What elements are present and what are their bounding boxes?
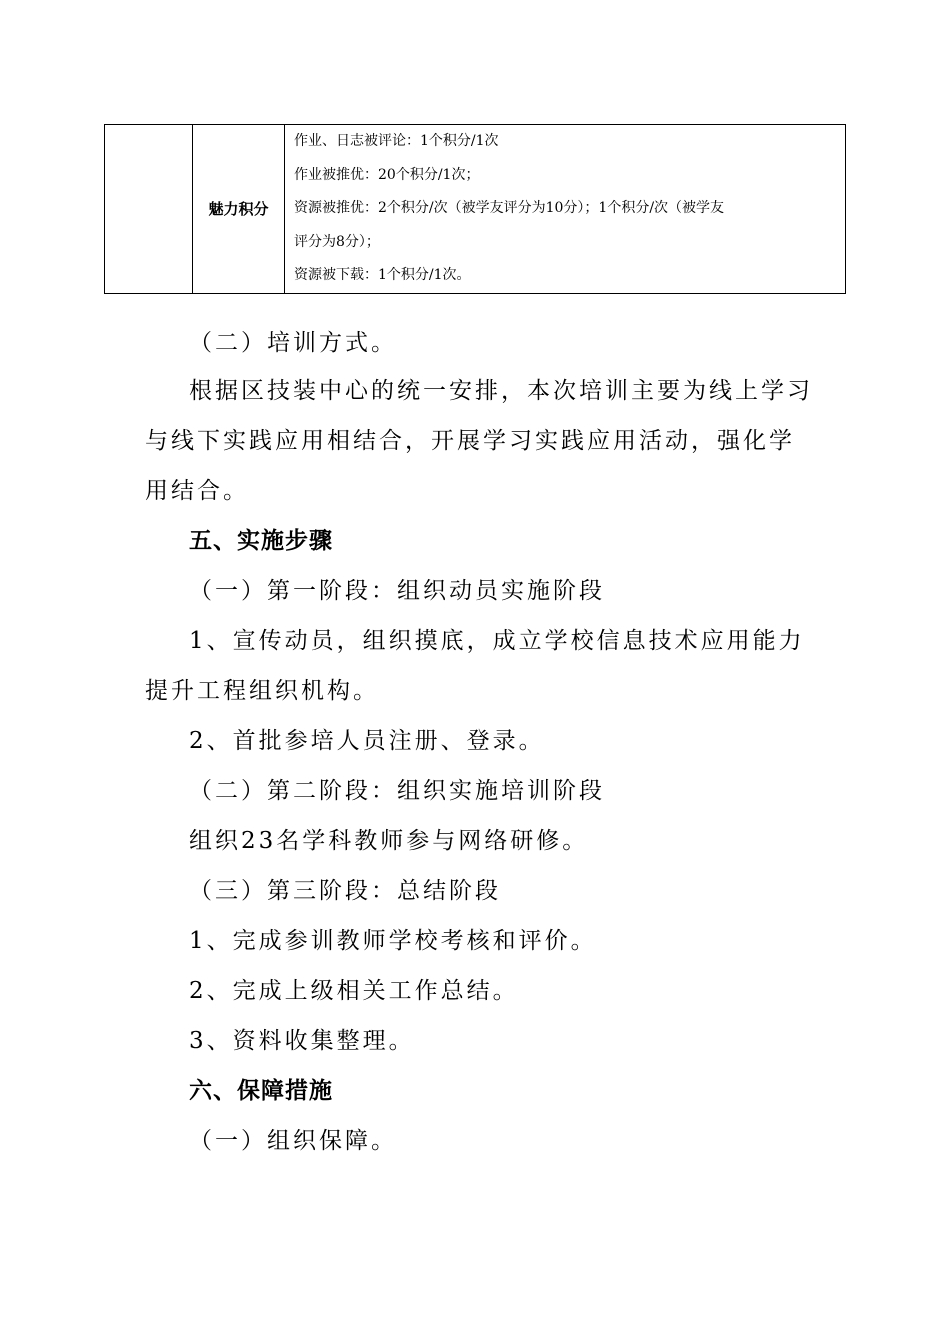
paragraph-line: 1、完成参训教师学校考核和评价。 — [189, 928, 597, 954]
subsection-heading: （三）第三阶段：总结阶段 — [189, 878, 501, 904]
paragraph-line: 用结合。 — [145, 478, 249, 504]
section-heading: 五、实施步骤 — [189, 528, 333, 554]
subsection-heading: （二）第二阶段：组织实施培训阶段 — [189, 778, 605, 804]
paragraph-line: 2、完成上级相关工作总结。 — [189, 978, 519, 1004]
rule-line: 资源被下载：1个积分/1次。 — [294, 267, 471, 283]
subsection-heading: （二）培训方式。 — [189, 330, 397, 356]
rule-line: 作业、日志被评论：1个积分/1次 — [294, 133, 499, 149]
paragraph-line: 1、宣传动员，组织摸底，成立学校信息技术应用能力 — [189, 628, 805, 654]
paragraph-line: 提升工程组织机构。 — [145, 678, 379, 704]
subsection-heading: （一）组织保障。 — [189, 1128, 397, 1154]
paragraph-line: 2、首批参培人员注册、登录。 — [189, 728, 545, 754]
paragraph-line: 根据区技装中心的统一安排，本次培训主要为线上学习 — [189, 378, 813, 404]
section-heading: 六、保障措施 — [189, 1078, 333, 1104]
rule-line: 评分为8分）； — [294, 233, 380, 250]
paragraph-line: 组织23名学科教师参与网络研修。 — [189, 828, 589, 854]
category-cell: 魅力积分 — [193, 125, 285, 294]
rule-line: 作业被推优：20个积分/1次； — [294, 166, 480, 183]
paragraph-line: 与线下实践应用相结合，开展学习实践应用活动，强化学 — [145, 428, 795, 454]
subsection-heading: （一）第一阶段：组织动员实施阶段 — [189, 578, 605, 604]
paragraph-line: 3、资料收集整理。 — [189, 1028, 415, 1054]
rule-line: 资源被推优：2个积分/次（被学友评分为10分）；1个积分/次（被学友 — [294, 200, 725, 216]
